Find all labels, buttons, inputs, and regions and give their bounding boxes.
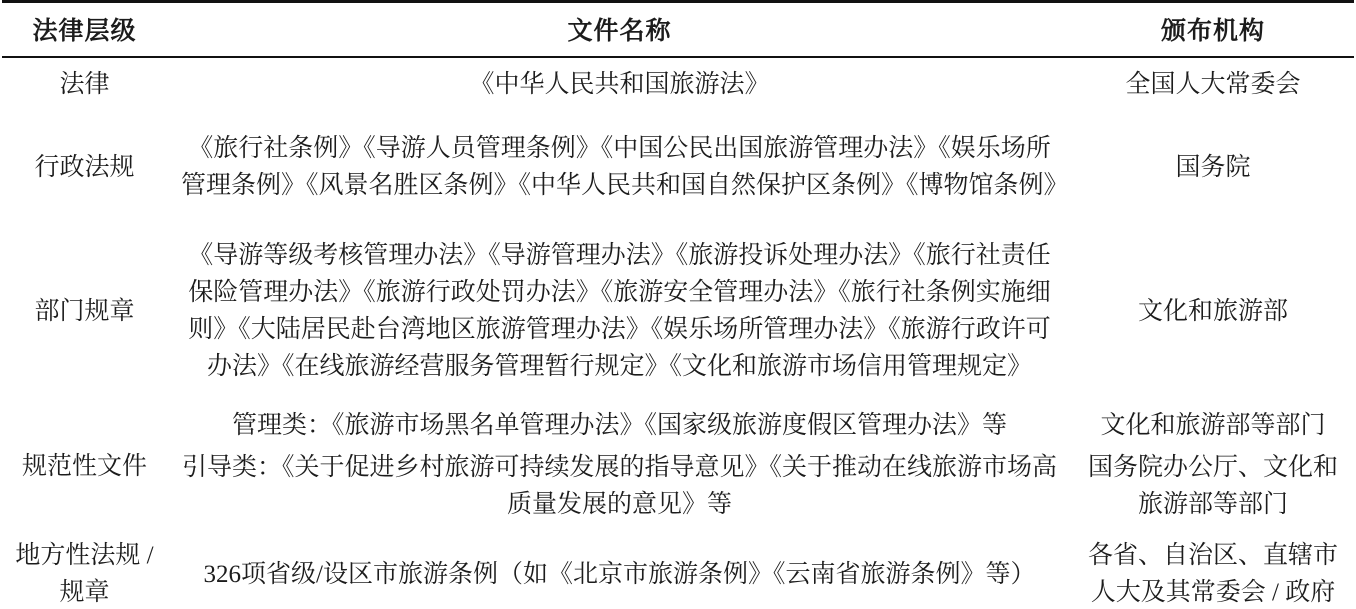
documents-cell-normative-management: 管理类：《旅游市场黑名单管理办法》《国家级旅游度假区管理办法》等 [231,411,1007,439]
level-cell-administrative-regulations: 行政法规 [34,153,135,181]
column-header-level: 法律层级 [2,2,167,58]
documents-cell-local-regulations: 326项省级/设区市旅游条例（如《北京市旅游条例》《云南省旅游条例》等） [203,560,1036,588]
issuer-cell-local-regulations: 各省、自治区、直辖市人大及其常委会 / 政府 [1087,542,1338,606]
table-header-row [2,2,1354,58]
table-row-normative-documents-guidance [2,447,1354,530]
table-row-local-regulations [2,530,1354,609]
table-row-normative-documents-management [2,398,1354,447]
level-cell-departmental-rules: 部门规章 [34,297,135,325]
issuer-cell-normative-management: 文化和旅游部等部门 [1100,411,1326,439]
issuer-cell-law: 全国人大常委会 [1125,70,1301,98]
column-header-issuer: 颁布机构 [1072,2,1354,58]
level-cell-normative-documents: 规范性文件 [21,453,147,480]
table-row-administrative-regulations [2,110,1354,224]
table-row-law [2,57,1354,110]
column-header-document-name: 文件名称 [167,2,1072,58]
table-row-departmental-rules [2,224,1354,398]
issuer-cell-departmental-rules: 文化和旅游部 [1137,297,1288,325]
documents-cell-normative-guidance: 引导类：《关于促进乡村旅游可持续发展的指导意见》《关于推动在线旅游市场高质量发展的意见》等 [181,454,1057,518]
issuer-cell-normative-guidance: 国务院办公厅、文化和旅游部等部门 [1087,454,1338,518]
level-cell-local-regulations: 地方性法规 / 规章 [15,542,154,606]
documents-cell-administrative-regulations: 《旅行社条例》《导游人员管理条例》《中国公民出国旅游管理办法》《娱乐场所管理条例》《风景名胜区条例》《中华人民共和国自然保护区条例》《博物馆条例》 [181,135,1069,199]
documents-cell-law: 《中华人民共和国旅游法》 [469,70,770,98]
level-cell-law: 法律 [59,70,110,98]
issuer-cell-administrative-regulations: 国务院 [1175,153,1251,181]
documents-cell-departmental-rules: 《导游等级考核管理办法》《导游管理办法》《旅游投诉处理办法》《旅行社责任保险管理办法》《旅游行政处罚办法》《旅游安全管理办法》《旅行社条例实施细则》《大陆居民赴台湾地区旅游管理办法》《娱乐场所管理办法》《旅游行政许可办法》《在线旅游经营服务管理暂行规定》《文化和旅游市场信用管理规定》 [188,242,1051,380]
legal-hierarchy-table [2,0,1354,609]
